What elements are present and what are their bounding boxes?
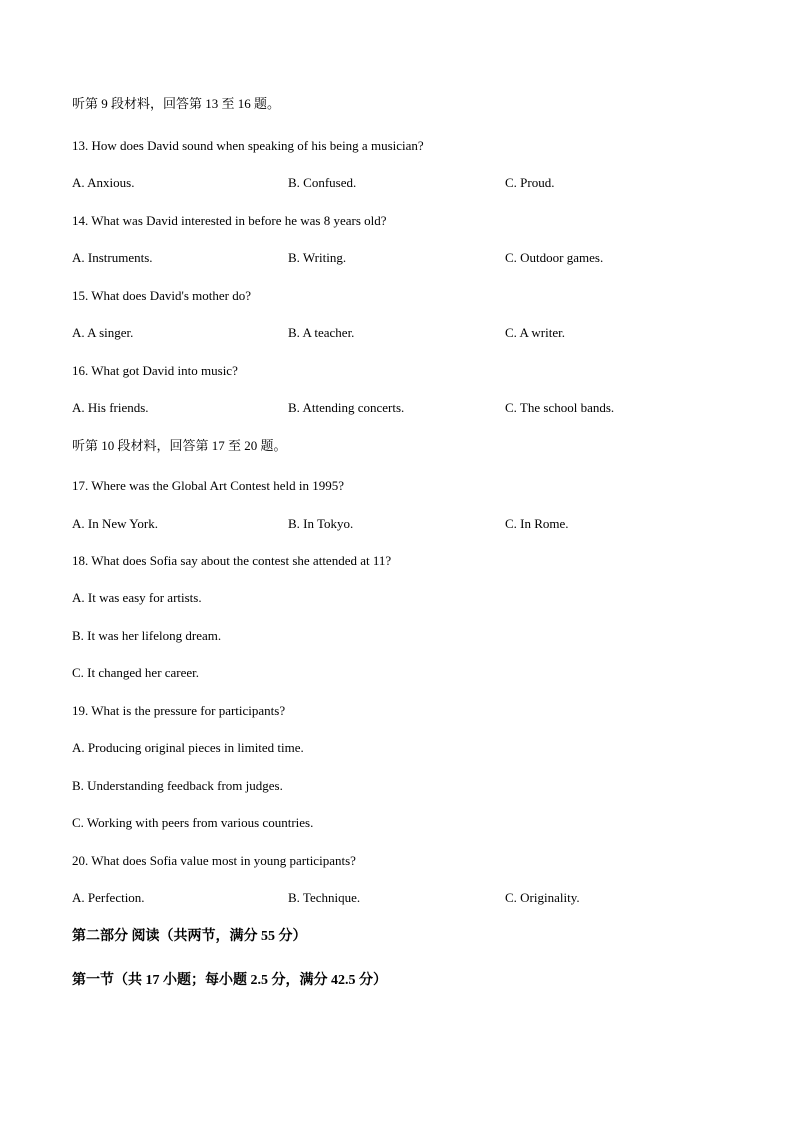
- question-19-option-c: C. Working with peers from various countries.: [72, 815, 314, 830]
- question-18-option-b: B. It was her lifelong dream.: [72, 628, 222, 643]
- question-15-option-a: A. A singer.: [72, 325, 134, 340]
- question-20-options: [72, 890, 722, 906]
- question-13-option-a: A. Anxious.: [72, 175, 135, 190]
- question-17-options: [72, 516, 722, 532]
- question-15-option-b: B. A teacher.: [288, 325, 355, 340]
- question-13-stem: 13. How does David sound when speaking of his being a musician?: [72, 138, 424, 153]
- question-13-option-c: C. Proud.: [505, 175, 555, 190]
- question-14-option-b: B. Writing.: [288, 250, 347, 265]
- question-15-options: [72, 325, 722, 341]
- question-17-option-c: C. In Rome.: [505, 516, 569, 531]
- question-16-options: [72, 400, 722, 416]
- question-14-option-c: C. Outdoor games.: [505, 250, 604, 265]
- question-14-stem: 14. What was David interested in before he was 8 years old?: [72, 213, 387, 228]
- question-14-options: [72, 250, 722, 266]
- question-15-stem: 15. What does David's mother do?: [72, 288, 252, 303]
- question-18-option-a: A. It was easy for artists.: [72, 590, 202, 605]
- section-9-instruction: 听第 9 段材料，回答第 13 至 16 题。: [72, 96, 281, 111]
- question-19-option-a: A. Producing original pieces in limited time.: [72, 740, 304, 755]
- question-14-option-a: A. Instruments.: [72, 250, 153, 265]
- question-16-stem: 16. What got David into music?: [72, 363, 238, 378]
- question-20-option-b: B. Technique.: [288, 890, 361, 905]
- question-13-option-b: B. Confused.: [288, 175, 357, 190]
- question-13-options: [72, 175, 722, 191]
- question-16-option-b: B. Attending concerts.: [288, 400, 405, 415]
- question-20-option-c: C. Originality.: [505, 890, 580, 905]
- question-17-option-a: A. In New York.: [72, 516, 158, 531]
- question-18-option-c: C. It changed her career.: [72, 665, 200, 680]
- question-17-stem: 17. Where was the Global Art Contest held in 1995?: [72, 478, 344, 493]
- question-19-option-b: B. Understanding feedback from judges.: [72, 778, 283, 793]
- section-10-instruction: 听第 10 段材料，回答第 17 至 20 题。: [72, 438, 287, 453]
- question-17-option-b: B. In Tokyo.: [288, 516, 354, 531]
- part-2-heading: 第二部分 阅读（共两节，满分 55 分）: [72, 929, 307, 944]
- question-20-option-a: A. Perfection.: [72, 890, 145, 905]
- question-16-option-a: A. His friends.: [72, 400, 149, 415]
- question-18-stem: 18. What does Sofia say about the contest she attended at 11?: [72, 553, 392, 568]
- question-20-stem: 20. What does Sofia value most in young participants?: [72, 853, 356, 868]
- question-15-option-c: C. A writer.: [505, 325, 565, 340]
- part-2-section-1-heading: 第一节（共 17 小题；每小题 2.5 分，满分 42.5 分）: [72, 973, 387, 988]
- question-16-option-c: C. The school bands.: [505, 400, 615, 415]
- question-19-stem: 19. What is the pressure for participants?: [72, 703, 286, 718]
